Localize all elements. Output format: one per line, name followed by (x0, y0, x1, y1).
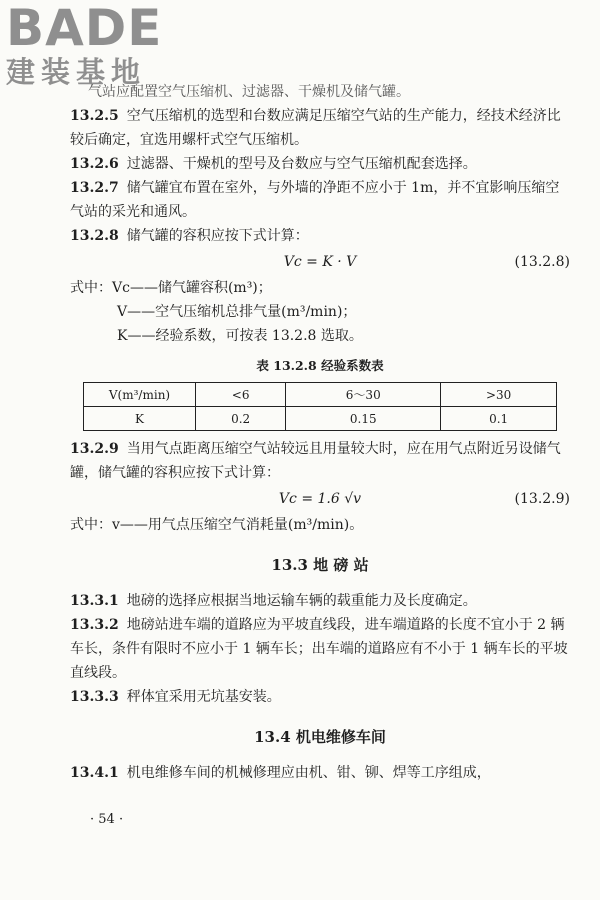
page-number: · 54 · (90, 812, 124, 827)
table-cell: >30 (441, 383, 557, 407)
table-cell: 6～30 (286, 383, 441, 407)
clause-number: 13.2.7 (70, 180, 119, 196)
table-row (84, 383, 557, 407)
clause-text: 储气罐的容积应按下式计算： (126, 228, 309, 244)
table-cell: 0.15 (286, 407, 441, 431)
clause-text: 储气罐宜布置在室外，与外墙的净距不应小于 1m，并不宜影响压缩空气站的采光和通风。 (70, 180, 560, 220)
watermark-logo (6, 2, 176, 89)
formula-expression: Vc = K · V (283, 254, 357, 270)
clause-number: 13.4.1 (70, 765, 119, 781)
definition-small-v: 式中：v——用气点压缩空气消耗量(m³/min)。 (70, 517, 364, 533)
clause-number: 13.2.8 (70, 228, 119, 244)
clause-number: 13.2.9 (70, 441, 119, 457)
equation-number: (13.2.9) (514, 491, 570, 507)
table-cell: 0.2 (196, 407, 286, 431)
clause-number: 13.2.5 (70, 108, 119, 124)
continued-text: 气站应配置空气压缩机、过滤器、干燥机及储气罐。 (88, 84, 410, 100)
document-page (70, 80, 570, 785)
logo-subtitle: 建装基地 (6, 55, 147, 89)
clause-13-2-5 (70, 104, 570, 152)
logo-wordmark: BADE (6, 0, 163, 57)
equation-number: (13.2.8) (514, 254, 570, 270)
clause-text: 机电维修车间的机械修理应由机、钳、铆、焊等工序组成， (126, 765, 491, 781)
clause-13-3-2 (70, 613, 570, 685)
clause-number: 13.3.2 (70, 617, 119, 633)
table-cell: 0.1 (441, 407, 557, 431)
clause-number: 13.2.6 (70, 156, 119, 172)
definition-v: V——空气压缩机总排气量(m³/min)； (117, 304, 357, 320)
table-cell: K (84, 407, 196, 431)
clause-text: 地磅的选择应根据当地运输车辆的载重能力及长度确定。 (126, 593, 477, 609)
clause-number: 13.3.3 (70, 689, 119, 705)
formula-expression: Vc = 1.6 √v (278, 491, 362, 507)
clause-text: 秤体宜采用无坑基安装。 (126, 689, 281, 705)
clause-text: 空气压缩机的选型和台数应满足压缩空气站的生产能力，经技术经济比较后确定，宜选用螺杆式空气压缩机。 (70, 108, 561, 148)
clause-text: 当用气点距离压缩空气站较远且用量较大时，应在用气点附近另设储气罐，储气罐的容积应按下式计算： (70, 441, 561, 481)
clause-13-3-3 (70, 685, 570, 709)
formula-13-2-8 (70, 250, 570, 274)
formula-13-2-9 (70, 487, 570, 511)
clause-text: 地磅站进车端的道路应为平坡直线段，进车端道路的长度不宜小于 2 辆车长，条件有限时不应小于 1 辆车长；出车端的道路应有不小于 1 辆车长的平坡直线段。 (70, 617, 568, 681)
definition-vc: 式中：Vc——储气罐容积(m³)； (70, 280, 272, 296)
clause-13-3-1 (70, 589, 570, 613)
clause-text: 过滤器、干燥机的型号及台数应与空气压缩机配套选择。 (126, 156, 477, 172)
table-caption: 表 13.2.8 经验系数表 (256, 358, 384, 373)
coefficient-table (83, 382, 557, 431)
clause-13-2-6 (70, 152, 570, 176)
section-heading-13-3: 13.3 地 磅 站 (271, 556, 369, 574)
definition-k: K——经验系数，可按表 13.2.8 选取。 (117, 328, 363, 344)
table-row (84, 407, 557, 431)
clause-13-2-7 (70, 176, 570, 224)
table-cell: <6 (196, 383, 286, 407)
clause-number: 13.3.1 (70, 593, 119, 609)
clause-13-2-8 (70, 224, 570, 248)
clause-13-4-1 (70, 761, 570, 785)
table-cell: V(m³/min) (84, 383, 196, 407)
clause-13-2-9 (70, 437, 570, 485)
section-heading-13-4: 13.4 机电维修车间 (254, 728, 386, 746)
